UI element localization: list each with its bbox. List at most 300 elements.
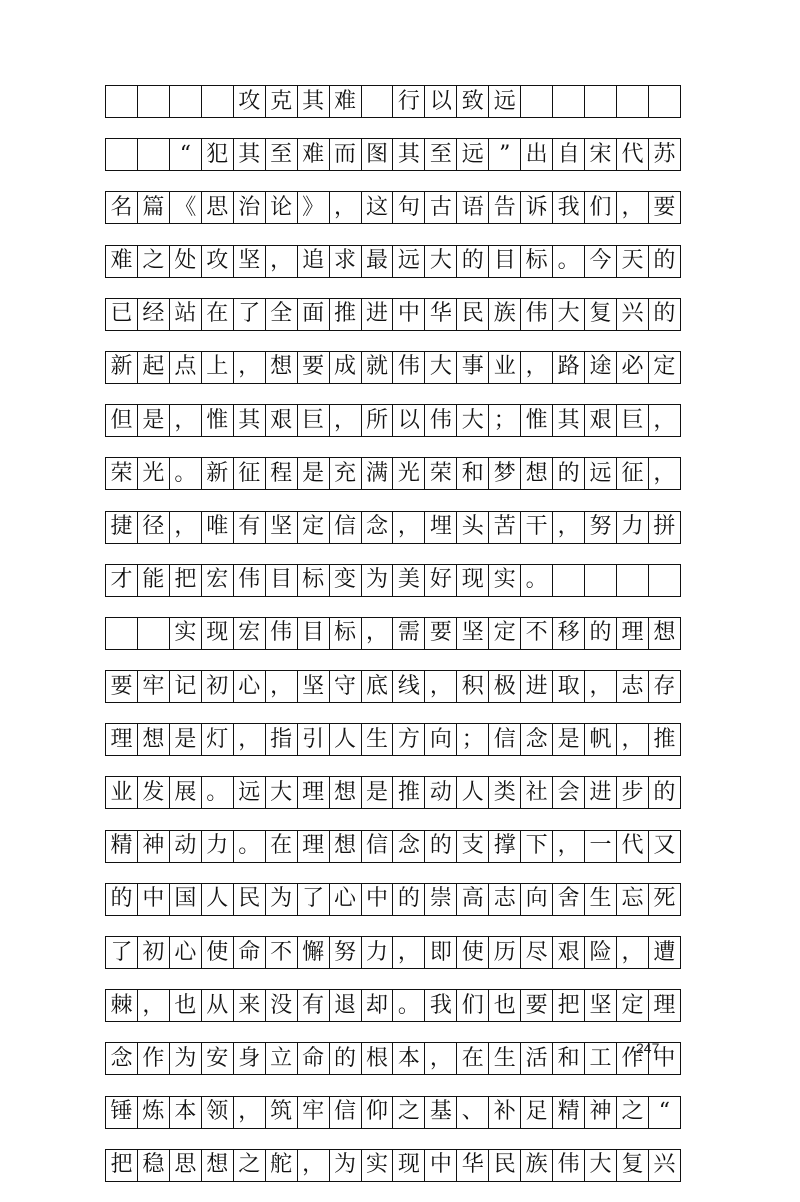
grid-cell: 兴 xyxy=(649,1150,681,1181)
grid-cell: 牢 xyxy=(298,1097,330,1128)
grid-cell: 攻 xyxy=(234,86,266,117)
grid-cell: ， xyxy=(266,246,298,277)
grid-cell: 自 xyxy=(553,139,585,170)
grid-cell: 心 xyxy=(170,937,202,968)
grid-cell: 大 xyxy=(553,299,585,330)
grid-cell: 人 xyxy=(457,777,489,808)
grid-cell: 其 xyxy=(298,86,330,117)
grid-cell: 稳 xyxy=(138,1150,170,1181)
grid-cell: 行 xyxy=(393,86,425,117)
grid-row xyxy=(105,457,681,490)
grid-cell: 伟 xyxy=(266,618,298,649)
grid-cell: 这 xyxy=(362,192,394,223)
grid-cell: 崇 xyxy=(425,884,457,915)
grid-cell: 致 xyxy=(457,86,489,117)
grid-cell: 尽 xyxy=(521,937,553,968)
grid-cell: 为 xyxy=(170,1043,202,1074)
grid-cell: 仰 xyxy=(362,1097,394,1128)
grid-cell: 领 xyxy=(202,1097,234,1128)
grid-cell: ， xyxy=(298,1150,330,1181)
grid-cell: 华 xyxy=(457,1150,489,1181)
grid-cell: 至 xyxy=(266,139,298,170)
grid-cell: 之 xyxy=(138,246,170,277)
grid-cell: 。 xyxy=(393,990,425,1021)
grid-cell: 满 xyxy=(362,458,394,489)
grid-cell: 想 xyxy=(330,777,362,808)
grid-cell: 中 xyxy=(138,884,170,915)
grid-cell: 理 xyxy=(298,831,330,862)
grid-cell: 是 xyxy=(138,405,170,436)
grid-cell: 以 xyxy=(425,86,457,117)
grid-cell: 帆 xyxy=(585,724,617,755)
grid-cell: 类 xyxy=(489,777,521,808)
grid-cell: 现 xyxy=(457,565,489,596)
grid-cell: 变 xyxy=(330,565,362,596)
grid-cell: 其 xyxy=(234,139,266,170)
grid-cell: 途 xyxy=(585,352,617,383)
grid-cell: 要 xyxy=(649,192,681,223)
grid-cell: 极 xyxy=(489,671,521,702)
grid-cell: 也 xyxy=(170,990,202,1021)
grid-cell: 全 xyxy=(266,299,298,330)
grid-cell: 复 xyxy=(617,1150,649,1181)
grid-cell: 本 xyxy=(170,1097,202,1128)
grid-cell: 。 xyxy=(202,777,234,808)
grid-cell: 从 xyxy=(202,990,234,1021)
grid-cell: 志 xyxy=(489,884,521,915)
grid-cell: 在 xyxy=(457,1043,489,1074)
grid-cell: 径 xyxy=(138,512,170,543)
grid-cell: 图 xyxy=(362,139,394,170)
grid-cell: ， xyxy=(617,192,649,223)
grid-cell: ， xyxy=(330,405,362,436)
grid-cell: 宏 xyxy=(202,565,234,596)
grid-cell: 作 xyxy=(617,1043,649,1074)
grid-cell: 安 xyxy=(202,1043,234,1074)
grid-cell: 有 xyxy=(298,990,330,1021)
grid-cell: 历 xyxy=(489,937,521,968)
grid-cell: 古 xyxy=(425,192,457,223)
grid-row xyxy=(105,85,681,118)
grid-cell: 牢 xyxy=(138,671,170,702)
grid-cell: 信 xyxy=(330,512,362,543)
grid-cell: 移 xyxy=(553,618,585,649)
grid-cell: 大 xyxy=(266,777,298,808)
grid-cell: 和 xyxy=(553,1043,585,1074)
grid-cell: 远 xyxy=(393,246,425,277)
grid-cell: 光 xyxy=(393,458,425,489)
grid-cell: 征 xyxy=(234,458,266,489)
grid-cell: 告 xyxy=(489,192,521,223)
grid-cell: 惟 xyxy=(202,405,234,436)
grid-cell: 之 xyxy=(234,1150,266,1181)
grid-cell: ， xyxy=(649,458,681,489)
grid-cell: ， xyxy=(585,671,617,702)
grid-cell: 进 xyxy=(585,777,617,808)
grid-cell: 荣 xyxy=(106,458,138,489)
grid-cell: 难 xyxy=(330,86,362,117)
grid-cell: 征 xyxy=(617,458,649,489)
grid-cell: 坚 xyxy=(457,618,489,649)
grid-cell xyxy=(649,565,681,596)
grid-cell: ， xyxy=(234,724,266,755)
grid-row xyxy=(105,298,681,331)
grid-cell: 的 xyxy=(106,884,138,915)
grid-cell: 伟 xyxy=(521,299,553,330)
grid-cell: 念 xyxy=(362,512,394,543)
grid-cell: 中 xyxy=(649,1043,681,1074)
grid-cell: 动 xyxy=(425,777,457,808)
grid-cell: 又 xyxy=(649,831,681,862)
grid-row xyxy=(105,511,681,544)
grid-cell xyxy=(617,86,649,117)
grid-cell: 大 xyxy=(425,246,457,277)
grid-cell: 巨 xyxy=(617,405,649,436)
grid-cell: ， xyxy=(425,671,457,702)
grid-cell: 以 xyxy=(393,405,425,436)
grid-cell: 实 xyxy=(489,565,521,596)
grid-row xyxy=(105,830,681,863)
grid-cell: 使 xyxy=(202,937,234,968)
grid-cell: 中 xyxy=(393,299,425,330)
grid-cell: 步 xyxy=(617,777,649,808)
grid-cell: 之 xyxy=(393,1097,425,1128)
grid-cell: ， xyxy=(521,352,553,383)
grid-cell: ， xyxy=(649,405,681,436)
grid-cell: 初 xyxy=(202,671,234,702)
grid-cell: 埋 xyxy=(425,512,457,543)
grid-cell: 坚 xyxy=(298,671,330,702)
grid-cell: 天 xyxy=(617,246,649,277)
grid-cell: 发 xyxy=(138,777,170,808)
grid-cell: 足 xyxy=(521,1097,553,1128)
grid-cell: 篇 xyxy=(138,192,170,223)
grid-cell: 理 xyxy=(298,777,330,808)
grid-row xyxy=(105,670,681,703)
grid-cell: 新 xyxy=(106,352,138,383)
grid-row xyxy=(105,404,681,437)
grid-row xyxy=(105,989,681,1022)
grid-cell: 初 xyxy=(138,937,170,968)
grid-cell: 命 xyxy=(298,1043,330,1074)
page-number: 247 xyxy=(636,1040,660,1056)
grid-cell: 守 xyxy=(330,671,362,702)
grid-cell: 社 xyxy=(521,777,553,808)
grid-cell: 舍 xyxy=(553,884,585,915)
grid-cell: 努 xyxy=(330,937,362,968)
grid-cell: 国 xyxy=(170,884,202,915)
grid-cell: 即 xyxy=(425,937,457,968)
grid-row xyxy=(105,1149,681,1182)
grid-cell: 出 xyxy=(521,139,553,170)
grid-cell: 力 xyxy=(202,831,234,862)
grid-cell xyxy=(138,618,170,649)
grid-cell: 却 xyxy=(362,990,394,1021)
grid-cell: 美 xyxy=(393,565,425,596)
grid-cell: 复 xyxy=(585,299,617,330)
grid-cell: 命 xyxy=(234,937,266,968)
grid-cell xyxy=(553,86,585,117)
grid-cell: 艰 xyxy=(266,405,298,436)
grid-cell: 是 xyxy=(362,777,394,808)
grid-cell: ， xyxy=(393,937,425,968)
grid-cell: 远 xyxy=(489,86,521,117)
grid-cell: 坚 xyxy=(266,512,298,543)
grid-cell: 取 xyxy=(553,671,585,702)
grid-cell: 《 xyxy=(170,192,202,223)
grid-cell xyxy=(362,86,394,117)
grid-cell: 、 xyxy=(457,1097,489,1128)
grid-cell: ， xyxy=(617,724,649,755)
grid-cell: 工 xyxy=(585,1043,617,1074)
grid-cell: 和 xyxy=(457,458,489,489)
grid-cell: 的 xyxy=(425,831,457,862)
grid-cell: 但 xyxy=(106,405,138,436)
grid-cell: 要 xyxy=(106,671,138,702)
grid-cell: 需 xyxy=(393,618,425,649)
grid-cell: ， xyxy=(425,1043,457,1074)
grid-cell: 治 xyxy=(234,192,266,223)
grid-cell: 语 xyxy=(457,192,489,223)
grid-cell: 筑 xyxy=(266,1097,298,1128)
grid-cell: 。 xyxy=(521,565,553,596)
grid-cell: 们 xyxy=(585,192,617,223)
grid-cell: 民 xyxy=(457,299,489,330)
grid-cell: 必 xyxy=(617,352,649,383)
grid-cell: 支 xyxy=(457,831,489,862)
grid-cell: 忘 xyxy=(617,884,649,915)
grid-cell xyxy=(138,86,170,117)
grid-cell: 成 xyxy=(330,352,362,383)
grid-cell: ， xyxy=(362,618,394,649)
grid-cell: 思 xyxy=(202,192,234,223)
grid-cell: 族 xyxy=(489,299,521,330)
grid-cell: 底 xyxy=(362,671,394,702)
grid-cell: 论 xyxy=(266,192,298,223)
grid-cell: 为 xyxy=(266,884,298,915)
grid-cell: 动 xyxy=(170,831,202,862)
grid-cell: 信 xyxy=(489,724,521,755)
grid-cell: 业 xyxy=(489,352,521,383)
grid-cell: 点 xyxy=(170,352,202,383)
grid-cell: 理 xyxy=(106,724,138,755)
grid-cell: 事 xyxy=(457,352,489,383)
grid-cell xyxy=(585,86,617,117)
grid-cell: 伟 xyxy=(425,405,457,436)
grid-cell: 思 xyxy=(170,1150,202,1181)
grid-cell xyxy=(106,86,138,117)
grid-cell: 们 xyxy=(457,990,489,1021)
grid-cell: 坚 xyxy=(234,246,266,277)
grid-cell: ， xyxy=(170,512,202,543)
grid-cell: 程 xyxy=(266,458,298,489)
grid-cell: 求 xyxy=(330,246,362,277)
grid-cell: 本 xyxy=(393,1043,425,1074)
grid-cell: 远 xyxy=(457,139,489,170)
grid-cell: ， xyxy=(393,512,425,543)
grid-cell: 锤 xyxy=(106,1097,138,1128)
grid-cell: 好 xyxy=(425,565,457,596)
grid-cell: 作 xyxy=(138,1043,170,1074)
grid-cell: 的 xyxy=(457,246,489,277)
grid-cell: 心 xyxy=(234,671,266,702)
grid-cell: ， xyxy=(234,1097,266,1128)
grid-cell xyxy=(138,139,170,170)
grid-row xyxy=(105,723,681,756)
grid-cell: 唯 xyxy=(202,512,234,543)
grid-cell: 进 xyxy=(521,671,553,702)
grid-cell: 懈 xyxy=(298,937,330,968)
grid-cell: 志 xyxy=(617,671,649,702)
grid-cell: 的 xyxy=(649,299,681,330)
grid-cell: 起 xyxy=(138,352,170,383)
grid-cell: ， xyxy=(553,831,585,862)
grid-cell: 向 xyxy=(425,724,457,755)
grid-cell xyxy=(170,86,202,117)
grid-cell: 下 xyxy=(521,831,553,862)
grid-cell: 精 xyxy=(553,1097,585,1128)
grid-cell: 新 xyxy=(202,458,234,489)
grid-cell: 代 xyxy=(617,139,649,170)
grid-cell: 是 xyxy=(170,724,202,755)
grid-cell: 大 xyxy=(585,1150,617,1181)
grid-cell: 要 xyxy=(298,352,330,383)
grid-cell: 了 xyxy=(234,299,266,330)
grid-cell: 路 xyxy=(553,352,585,383)
grid-cell: 中 xyxy=(362,884,394,915)
grid-cell: 推 xyxy=(393,777,425,808)
grid-cell: 现 xyxy=(393,1150,425,1181)
grid-cell: 想 xyxy=(330,831,362,862)
grid-cell: 神 xyxy=(138,831,170,862)
grid-cell: 了 xyxy=(106,937,138,968)
grid-cell: 远 xyxy=(585,458,617,489)
grid-cell: 努 xyxy=(585,512,617,543)
grid-cell: 经 xyxy=(138,299,170,330)
grid-cell: ， xyxy=(170,405,202,436)
grid-cell: 的 xyxy=(393,884,425,915)
grid-cell: 理 xyxy=(617,618,649,649)
grid-cell: 才 xyxy=(106,565,138,596)
grid-cell: 生 xyxy=(362,724,394,755)
grid-cell: 是 xyxy=(553,724,585,755)
grid-cell: 宏 xyxy=(234,618,266,649)
grid-cell: 艰 xyxy=(585,405,617,436)
grid-cell: 大 xyxy=(457,405,489,436)
grid-cell xyxy=(617,565,649,596)
grid-cell: 在 xyxy=(266,831,298,862)
grid-cell: 信 xyxy=(362,831,394,862)
grid-cell: 坚 xyxy=(585,990,617,1021)
grid-cell: 在 xyxy=(202,299,234,330)
grid-cell: ， xyxy=(138,990,170,1021)
grid-cell: 民 xyxy=(234,884,266,915)
grid-row xyxy=(105,191,681,224)
grid-cell: 补 xyxy=(489,1097,521,1128)
grid-cell: 的 xyxy=(649,246,681,277)
grid-cell: 信 xyxy=(330,1097,362,1128)
grid-cell: 向 xyxy=(521,884,553,915)
grid-cell: 而 xyxy=(330,139,362,170)
grid-cell: 面 xyxy=(298,299,330,330)
grid-cell: 捷 xyxy=(106,512,138,543)
grid-cell: 宋 xyxy=(585,139,617,170)
grid-cell: 之 xyxy=(617,1097,649,1128)
grid-cell: 来 xyxy=(234,990,266,1021)
grid-cell: 业 xyxy=(106,777,138,808)
grid-cell: 念 xyxy=(521,724,553,755)
grid-cell: 攻 xyxy=(202,246,234,277)
grid-cell: 炼 xyxy=(138,1097,170,1128)
grid-cell: 心 xyxy=(330,884,362,915)
grid-cell: 也 xyxy=(489,990,521,1021)
grid-cell: 我 xyxy=(553,192,585,223)
grid-cell: 退 xyxy=(330,990,362,1021)
grid-cell: 把 xyxy=(170,565,202,596)
grid-cell: 推 xyxy=(330,299,362,330)
grid-cell: 最 xyxy=(362,246,394,277)
grid-cell: 伟 xyxy=(393,352,425,383)
grid-cell: 积 xyxy=(457,671,489,702)
grid-cell: 精 xyxy=(106,831,138,862)
grid-cell: 进 xyxy=(362,299,394,330)
grid-cell: 舵 xyxy=(266,1150,298,1181)
grid-cell: 想 xyxy=(521,458,553,489)
grid-cell: 想 xyxy=(649,618,681,649)
grid-cell: 充 xyxy=(330,458,362,489)
grid-cell: ， xyxy=(617,937,649,968)
grid-cell: 梦 xyxy=(489,458,521,489)
grid-cell: 干 xyxy=(521,512,553,543)
grid-cell: 线 xyxy=(393,671,425,702)
grid-cell: 克 xyxy=(266,86,298,117)
grid-cell: 至 xyxy=(425,139,457,170)
grid-cell: 的 xyxy=(585,618,617,649)
grid-cell: 不 xyxy=(521,618,553,649)
grid-cell xyxy=(106,618,138,649)
grid-cell: 站 xyxy=(170,299,202,330)
grid-cell: 巨 xyxy=(298,405,330,436)
grid-cell: 人 xyxy=(330,724,362,755)
grid-cell: 没 xyxy=(266,990,298,1021)
grid-cell: 生 xyxy=(489,1043,521,1074)
grid-cell xyxy=(553,565,585,596)
grid-cell: 诉 xyxy=(521,192,553,223)
grid-cell: 有 xyxy=(234,512,266,543)
grid-cell: 神 xyxy=(585,1097,617,1128)
grid-cell: 撑 xyxy=(489,831,521,862)
grid-cell: “ xyxy=(170,139,202,170)
grid-cell: 把 xyxy=(106,1150,138,1181)
grid-cell: 目 xyxy=(266,565,298,596)
grid-cell: 代 xyxy=(617,831,649,862)
grid-cell: 实 xyxy=(170,618,202,649)
grid-cell: 想 xyxy=(138,724,170,755)
grid-row xyxy=(105,936,681,969)
grid-cell: 不 xyxy=(266,937,298,968)
grid-cell: 引 xyxy=(298,724,330,755)
grid-cell: 句 xyxy=(393,192,425,223)
grid-cell: ， xyxy=(330,192,362,223)
grid-cell: 上 xyxy=(202,352,234,383)
grid-cell: 会 xyxy=(553,777,585,808)
grid-cell xyxy=(585,565,617,596)
grid-cell: 理 xyxy=(649,990,681,1021)
grid-row xyxy=(105,883,681,916)
grid-cell: 其 xyxy=(393,139,425,170)
grid-cell: 想 xyxy=(202,1150,234,1181)
grid-cell: 头 xyxy=(457,512,489,543)
